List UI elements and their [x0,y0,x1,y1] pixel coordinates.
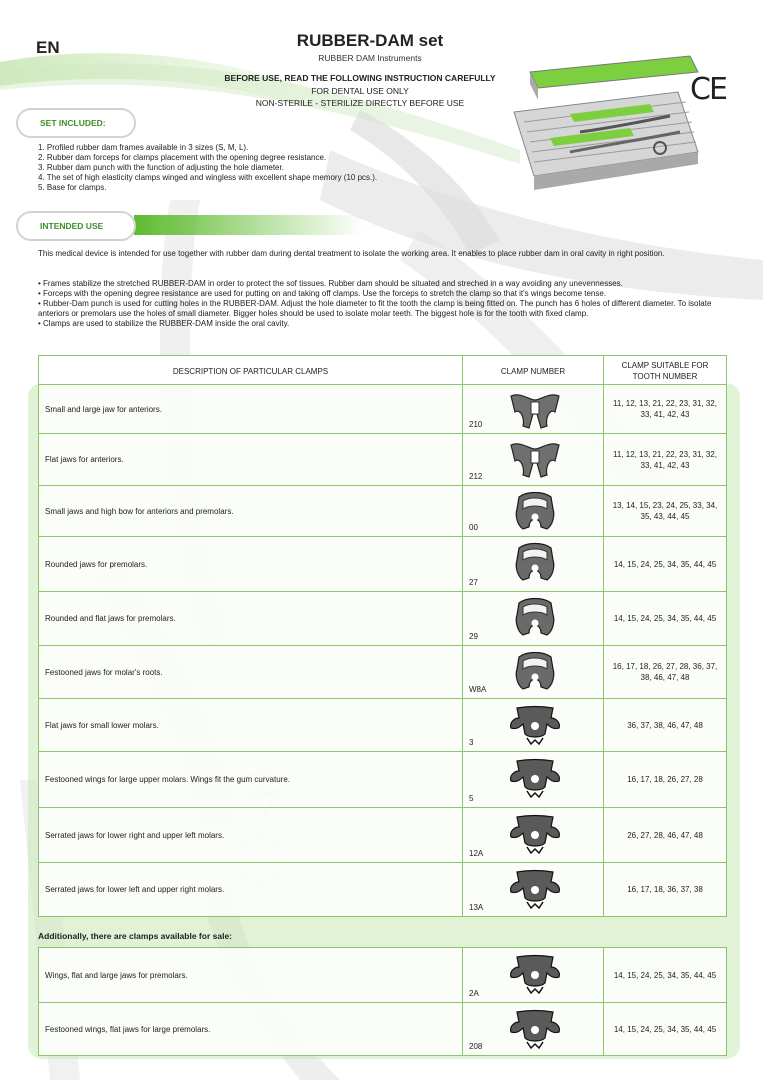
page-subtitle: RUBBER DAM Instruments [318,53,422,63]
clamp-icon [507,542,563,584]
clamp-description: Small and large jaw for anteriors. [39,385,463,434]
clamp-number-cell [463,486,604,537]
clamp-number: 29 [469,632,478,641]
tooth-numbers: 14, 15, 24, 25, 34, 35, 44, 45 [604,592,727,646]
clamps-table-header [38,355,727,387]
table-row [39,1003,727,1056]
clamp-number: 212 [469,472,483,481]
table-row [39,385,727,434]
clamp-description: Small jaws and high bow for anteriors and premolars. [39,486,463,537]
clamp-number: 13A [469,903,484,912]
clamp-number: 12A [469,849,484,858]
intended-use-heading-label: INTENDED USE [40,221,104,231]
bullet-item: • Clamps are used to stabilize the RUBBER-DAM inside the oral cavity. [38,319,290,328]
table-row [39,808,727,863]
tooth-numbers: 13, 14, 15, 23, 24, 25, 33, 34, 35, 43, 44, 45 [604,486,727,537]
warning-text: BEFORE USE, READ THE FOLLOWING INSTRUCTION CAREFULLY [224,73,496,83]
clamp-icon [507,439,563,481]
clamp-number-cell [463,863,604,917]
clamp-number-cell [463,592,604,646]
header-clamp-number: CLAMP NUMBER [463,356,604,387]
clamp-number: 3 [469,738,474,747]
list-item: 2. Rubber dam forceps for clamps placement with the opening degree resistance. [38,153,327,162]
clamp-icon [507,1008,563,1050]
table-row [39,434,727,486]
list-item: 5. Base for clamps. [38,183,107,192]
table-row [39,646,727,699]
tooth-numbers: 11, 12, 13, 21, 22, 23, 31, 32, 33, 41, 42, 43 [604,434,727,486]
tooth-numbers: 26, 27, 28, 46, 47, 48 [604,808,727,863]
clamp-description: Wings, flat and large jaws for premolars. [39,948,463,1003]
table-row [39,948,727,1003]
clamp-number-cell [463,699,604,752]
additional-heading: Additionally, there are clamps available for sale: [38,931,232,941]
clamp-number-cell [463,752,604,808]
bullet-item: • Frames stabilize the stretched RUBBER-DAM in order to protect the sof tissues. Rubber dam should be situated and streched in a way avoiding any unevennesses. [38,279,623,288]
clamp-number-cell [463,646,604,699]
intended-use-green-bar [134,215,364,235]
bullet-item: • Forceps with the opening degree resistance are used for putting on and taking off clamps. Use the forceps to stretch the clamp so that it's wings become tense. [38,289,607,298]
clamp-description: Serrated jaws for lower right and upper left molars. [39,808,463,863]
instrument-cassette-image [510,52,702,220]
clamp-description: Festooned jaws for molar's roots. [39,646,463,699]
clamp-icon [507,868,563,910]
table-row [39,863,727,917]
dental-use-note: FOR DENTAL USE ONLY [311,86,409,96]
clamp-number-cell [463,948,604,1003]
clamp-number-cell [463,808,604,863]
clamp-number: 2A [469,989,479,998]
tooth-numbers: 16, 17, 18, 26, 27, 28 [604,752,727,808]
clamp-number: 5 [469,794,474,803]
clamp-number: 208 [469,1042,483,1051]
set-included-heading-label: SET INCLUDED: [40,118,106,128]
clamp-icon [507,704,563,746]
clamp-description: Rounded and flat jaws for premolars. [39,592,463,646]
clamp-description: Serrated jaws for lower left and upper right molars. [39,863,463,917]
clamp-description: Rounded jaws for premolars. [39,537,463,592]
list-item: 4. The set of high elasticity clamps winged and wingless with excellent shape memory (10 pcs.). [38,173,378,182]
clamp-number: W8A [469,685,487,694]
intended-use-intro: This medical device is intended for use together with rubber dam during dental treatment to isolate the working area. It enables to place rubber dam in oral cavity in right position. [38,249,665,258]
clamp-number-cell [463,385,604,434]
header-description: DESCRIPTION OF PARTICULAR CLAMPS [39,356,463,387]
clamps-table [38,384,727,917]
clamp-description: Flat jaws for small lower molars. [39,699,463,752]
clamp-number-cell [463,434,604,486]
tooth-numbers: 14, 15, 24, 25, 34, 35, 44, 45 [604,537,727,592]
clamp-number: 00 [469,523,478,532]
tooth-numbers: 16, 17, 18, 26, 27, 28, 36, 37, 38, 46, 47, 48 [604,646,727,699]
additional-clamps-table [38,947,727,1056]
clamp-number: 27 [469,578,478,587]
tooth-numbers: 11, 12, 13, 21, 22, 23, 31, 32, 33, 41, 42, 43 [604,385,727,434]
table-row [39,537,727,592]
table-row [39,592,727,646]
ce-mark: CE [690,72,726,107]
header-tooth-number: CLAMP SUITABLE FOR TOOTH NUMBER [604,356,727,387]
tooth-numbers: 14, 15, 24, 25, 34, 35, 44, 45 [604,948,727,1003]
clamp-description: Festooned wings, flat jaws for large premolars. [39,1003,463,1056]
clamp-icon [507,651,563,693]
clamp-description: Flat jaws for anteriors. [39,434,463,486]
table-row [39,699,727,752]
clamp-icon [507,813,563,855]
table-row [39,752,727,808]
clamp-icon [507,757,563,799]
clamp-number-cell [463,537,604,592]
set-included-list [38,143,498,193]
sterile-note: NON-STERILE - STERILIZE DIRECTLY BEFORE USE [255,98,465,108]
clamp-icon [507,597,563,639]
tooth-numbers: 36, 37, 38, 46, 47, 48 [604,699,727,752]
intended-use-heading [16,211,136,241]
tooth-numbers: 16, 17, 18, 36, 37, 38 [604,863,727,917]
clamp-number: 210 [469,420,483,429]
table-row [39,486,727,537]
page-title: RUBBER-DAM set [296,31,444,50]
bullet-item: • Rubber-Dam punch is used for cutting holes in the RUBBER-DAM. Adjust the hole diameter to fit the tooth the clamp is being fitted on. The punch has 6 holes of different diameter. To isolate anteriors or premolars use the holes of small diameter. Bigger holes should be used to isolate molar teeth. The biggest hole is for the tooth with fixed clamp. [38,299,712,318]
set-included-heading [16,108,136,138]
clamp-number-cell [463,1003,604,1056]
list-item: 1. Profiled rubber dam frames available in 3 sizes (S, M, L). [38,143,249,152]
language-code: EN [36,38,60,57]
clamp-icon [507,953,563,995]
clamp-icon [507,491,563,533]
clamp-description: Festooned wings for large upper molars. Wings fit the gum curvature. [39,752,463,808]
tooth-numbers: 14, 15, 24, 25, 34, 35, 44, 45 [604,1003,727,1056]
intended-use-bullets [38,279,728,329]
list-item: 3. Rubber dam punch with the function of adjusting the hole diameter. [38,163,284,172]
clamp-icon [507,390,563,432]
